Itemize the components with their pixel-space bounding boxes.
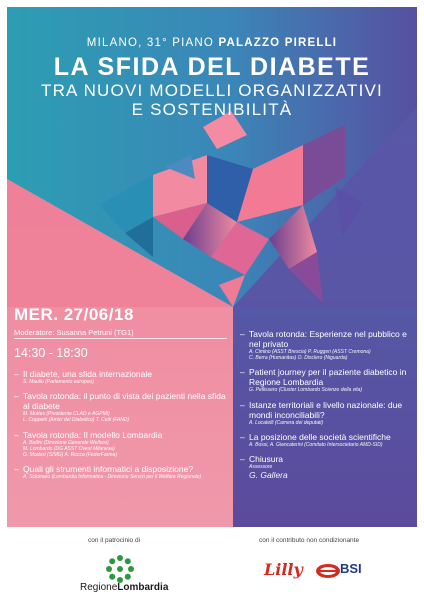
- sponsor-label: con il contributo non condizionante: [259, 537, 360, 544]
- moderator-divider: [14, 338, 227, 339]
- event-subtitle-line1: TRA NUOVI MODELLI ORGANIZZATIVI: [41, 81, 383, 100]
- program-item-speaker: A. Bossi, A. Giancaterini (Comitato Intersocietario AMD-SID): [249, 441, 383, 448]
- program-item-speaker: L. Coppetti (Amici del Diabetico) T. Ceiti (FAND): [23, 417, 130, 424]
- program-item-speaker: A. Sciomaro (Lombardia Informatica - Direzione Servizi per il Welfare Regionale): [23, 474, 202, 481]
- regione-lombardia-rose-icon: [103, 552, 137, 586]
- bsi-emblem-icon: [315, 563, 341, 579]
- event-subtitle-line2: E SOSTENIBILITÀ: [131, 100, 293, 119]
- event-title: LA SFIDA DEL DIABETE: [53, 53, 371, 81]
- program-item-speaker: A. Cimino (ASST Brescia) P. Ruggeri (ASST Cremona): [249, 349, 371, 355]
- regione-lombardia-logo-text: [80, 582, 168, 593]
- program-item-title: – Quali gli strumenti informatici a disposizione?: [23, 464, 194, 475]
- event-date: MER. 27/06/18: [14, 305, 134, 324]
- venue-line: [7, 37, 417, 49]
- regione-word: Regione: [80, 582, 118, 593]
- moderator: Moderatore: Susanna Petruni (TG1): [14, 328, 134, 337]
- program-item-speaker: C. Berra (Humanitas) O. Disclero (Niguarda): [249, 355, 348, 362]
- program-item-speaker: A. Locatelli (Camera dei deputati): [249, 419, 324, 426]
- program-item-speaker: G. Modesi (SIMG) A. Rocca (FederFarma): [23, 452, 117, 459]
- venue-prefix: MILANO, 31° PIANO: [86, 37, 215, 49]
- program-item-title: – Patient journey per il paziente diabetico in Regione Lombardia: [249, 367, 407, 388]
- program-item: [240, 432, 416, 448]
- program-item-speaker: S. Maullu (Parlamento europeo): [23, 379, 94, 385]
- program-item: [14, 391, 226, 423]
- program-item-title: – Istanze territoriali e livello nazionale: due mondi inconciliabili?: [249, 399, 403, 420]
- poster-header: [7, 7, 417, 119]
- lombardia-word: Lombardia: [117, 582, 169, 593]
- event-poster: [7, 7, 417, 527]
- program-item-title: – Tavola rotonda: il punto di vista dei pazienti nella sfida al diabete: [23, 391, 226, 412]
- program-item-title: – Tavola rotonda: Esperienze nel pubblico e nel privato: [249, 329, 407, 349]
- bsi-logo-text: BSI: [340, 561, 362, 576]
- program-item: [14, 369, 226, 385]
- program-item-speaker: M. Lombardo (DG ASST Ovest Milanese): [23, 445, 115, 452]
- program-left-column: [14, 369, 226, 486]
- program-item-title: – La posizione delle società scientifiche: [249, 431, 391, 442]
- closing-speaker-name: G. Gallera: [249, 470, 288, 481]
- program-item: [240, 329, 416, 361]
- program-item: [240, 400, 416, 426]
- poster-footer: [0, 530, 424, 600]
- venue-building: PALAZZO PIRELLI: [218, 37, 338, 49]
- program-item: [240, 454, 416, 480]
- program-item-speaker: G. Pellissero (Cluster Lombardo Scienze della vita): [249, 387, 363, 394]
- program-item: [14, 464, 226, 480]
- program-item-speaker: A. Bellini (Direzione Generale Welfare): [23, 439, 109, 446]
- program-item-speaker: M. Mottes (Presidente CLAD e AGPMI): [23, 411, 110, 418]
- program-right-column: [240, 329, 416, 486]
- program-item-speaker: Assessore: [249, 464, 273, 471]
- program-item-title: – Il diabete, una sfida internazionale: [23, 369, 153, 379]
- program-item: [240, 367, 416, 393]
- program-item-title: – Chiusura: [249, 454, 284, 465]
- lilly-logo: Lilly: [264, 560, 303, 579]
- patronage-label: con il patrocinio di: [88, 537, 141, 544]
- program-item: [14, 430, 226, 459]
- program-item-title: – Tavola rotonda: Il modello Lombardia: [23, 429, 163, 440]
- event-time: 14:30 - 18:30: [14, 346, 88, 360]
